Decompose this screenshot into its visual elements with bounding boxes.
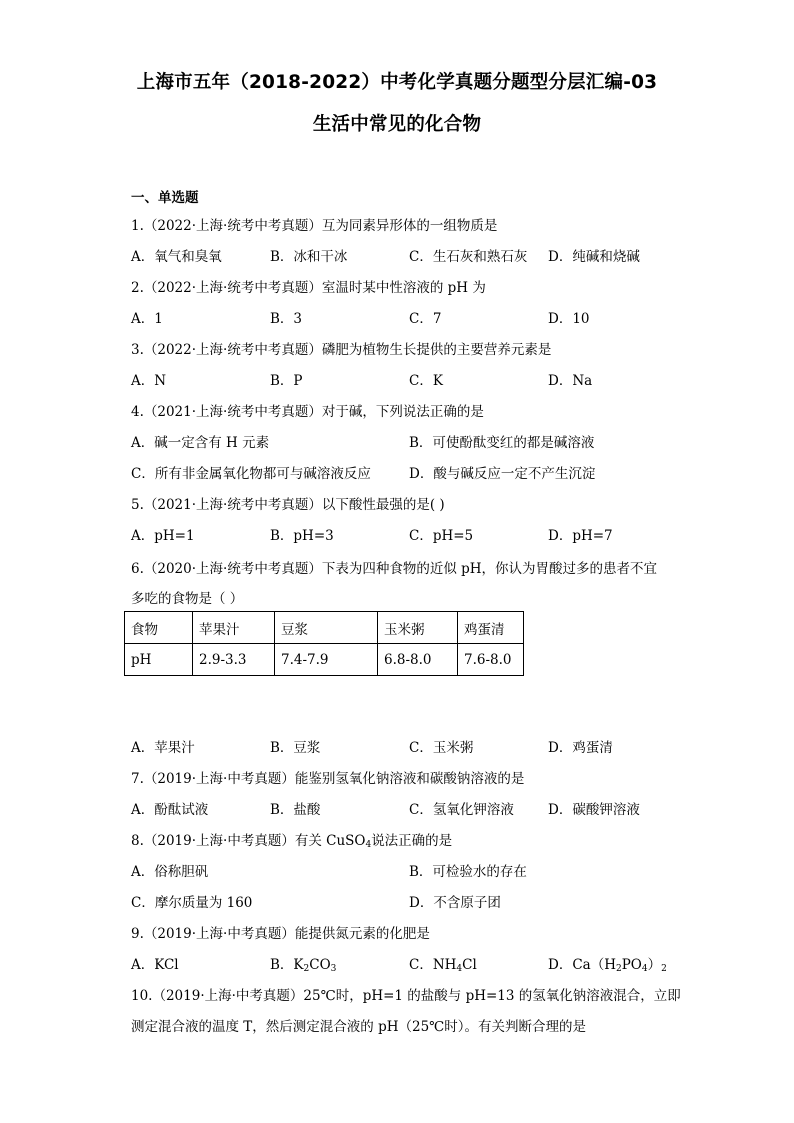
question-1-option-c: C．生石灰和熟石灰 bbox=[409, 249, 528, 265]
question-6-option-d: D．鸡蛋清 bbox=[548, 740, 613, 756]
question-6-option-b: B．豆浆 bbox=[270, 740, 321, 756]
question-3-option-a: A．N bbox=[131, 373, 167, 389]
question-2-option-d: D．10 bbox=[548, 311, 590, 327]
stem-text: 说法正确的是 bbox=[371, 833, 453, 849]
question-8-option-a: A．俗称胆矾 bbox=[131, 864, 209, 880]
subscript: 4 bbox=[365, 840, 372, 850]
question-7-option-c: C．氢氧化钾溶液 bbox=[409, 802, 514, 818]
table-cell: 6.8-8.0 bbox=[378, 644, 458, 676]
question-9-stem: 9.（2019·上海·中考真题）能提供氮元素的化肥是 bbox=[131, 926, 430, 942]
question-9-option-a: A．KCl bbox=[131, 957, 179, 973]
question-1-stem: 1.（2022·上海·统考中考真题）互为同素异形体的一组物质是 bbox=[131, 218, 498, 234]
question-7-option-b: B．盐酸 bbox=[270, 802, 321, 818]
question-2-option-b: B．3 bbox=[270, 311, 303, 327]
stem-text: 8.（2019·上海·中考真题）有关 CuSO bbox=[131, 833, 366, 849]
question-3-option-d: D．Na bbox=[548, 373, 593, 389]
question-9-option-b bbox=[270, 953, 336, 973]
table-cell: 苹果汁 bbox=[193, 612, 275, 644]
question-5-option-d: D．pH=7 bbox=[548, 528, 613, 544]
question-10-stem-line2: 测定混合液的温度 T，然后测定混合液的 pH（25℃时）。有关判断合理的是 bbox=[131, 1019, 587, 1035]
option-text: D．Ca（H bbox=[548, 957, 616, 973]
question-3-option-c: C．K bbox=[409, 373, 443, 389]
subscript: 3 bbox=[330, 964, 337, 974]
question-8-option-b: B．可检验水的存在 bbox=[409, 864, 527, 880]
question-4-stem: 4.（2021·上海·统考中考真题）对于碱，下列说法正确的是 bbox=[131, 404, 484, 420]
question-5-option-c: C．pH=5 bbox=[409, 528, 474, 544]
subscript: 2 bbox=[661, 964, 667, 974]
table-cell: 7.4-7.9 bbox=[275, 644, 378, 676]
question-4-option-d: D．酸与碱反应一定不产生沉淀 bbox=[409, 466, 596, 482]
question-1-option-b: B．冰和干冰 bbox=[270, 249, 348, 265]
question-4-option-b: B．可使酚酞变红的都是碱溶液 bbox=[409, 435, 595, 451]
table-cell: 豆浆 bbox=[275, 612, 378, 644]
question-1-option-d: D．纯碱和烧碱 bbox=[548, 249, 640, 265]
table-cell: 2.9-3.3 bbox=[193, 644, 275, 676]
subscript: 2 bbox=[303, 964, 310, 974]
option-text: PO bbox=[621, 957, 642, 973]
question-1-option-a: A．氧气和臭氧 bbox=[131, 249, 222, 265]
food-ph-table bbox=[124, 611, 524, 676]
question-8-stem bbox=[131, 829, 452, 849]
question-9-option-d bbox=[548, 953, 667, 973]
question-2-option-a: A．1 bbox=[131, 311, 163, 327]
section-heading: 一、单选题 bbox=[131, 190, 199, 206]
option-text: Cl bbox=[462, 957, 477, 973]
table-cell: 食物 bbox=[125, 612, 193, 644]
question-7-stem: 7.（2019·上海·中考真题）能鉴别氢氧化钠溶液和碳酸钠溶液的是 bbox=[131, 771, 525, 787]
question-5-option-b: B．pH=3 bbox=[270, 528, 334, 544]
document-title-line1: 上海市五年（2018-2022）中考化学真题分题型分层汇编-03 bbox=[136, 72, 658, 93]
table-cell: 7.6-8.0 bbox=[458, 644, 524, 676]
table-cell: 玉米粥 bbox=[378, 612, 458, 644]
question-10-stem-line1: 10.（2019·上海·中考真题）25℃时，pH=1 的盐酸与 pH=13 的氢氧化钠溶液混合，立即 bbox=[131, 988, 681, 1004]
question-5-stem: 5.（2021·上海·统考中考真题）以下酸性最强的是( ) bbox=[131, 497, 445, 513]
document-title-line2: 生活中常见的化合物 bbox=[312, 114, 482, 135]
question-6-stem-line2: 多吃的食物是（ ） bbox=[131, 591, 244, 607]
option-text: B．K bbox=[270, 957, 304, 973]
question-3-option-b: B．P bbox=[270, 373, 303, 389]
question-2-stem: 2.（2022·上海·统考中考真题）室温时某中性溶液的 pH 为 bbox=[131, 280, 486, 296]
question-5-option-a: A．pH=1 bbox=[131, 528, 195, 544]
subscript: 4 bbox=[641, 964, 648, 974]
option-text: C．NH bbox=[409, 957, 457, 973]
table-header-row bbox=[125, 612, 524, 644]
option-text: ） bbox=[647, 957, 662, 973]
question-9-option-c bbox=[409, 953, 477, 973]
question-8-option-c: C．摩尔质量为 160 bbox=[131, 895, 253, 911]
question-7-option-a: A．酚酞试液 bbox=[131, 802, 209, 818]
question-3-stem: 3.（2022·上海·统考中考真题）磷肥为植物生长提供的主要营养元素是 bbox=[131, 342, 552, 358]
question-4-option-c: C．所有非金属氧化物都可与碱溶液反应 bbox=[131, 466, 371, 482]
subscript: 4 bbox=[456, 964, 463, 974]
question-8-option-d: D．不含原子团 bbox=[409, 895, 501, 911]
subscript: 2 bbox=[615, 964, 622, 974]
table-row bbox=[125, 644, 524, 676]
question-6-stem-line1: 6.（2020·上海·统考中考真题）下表为四种食物的近似 pH，你认为胃酸过多的患者不宜 bbox=[131, 561, 658, 577]
question-6-option-c: C．玉米粥 bbox=[409, 740, 474, 756]
option-text: CO bbox=[309, 957, 331, 973]
question-6-option-a: A．苹果汁 bbox=[131, 740, 195, 756]
question-4-option-a: A．碱一定含有 H 元素 bbox=[131, 435, 270, 451]
question-7-option-d: D．碳酸钾溶液 bbox=[548, 802, 640, 818]
table-cell: 鸡蛋清 bbox=[458, 612, 524, 644]
question-2-option-c: C．7 bbox=[409, 311, 442, 327]
table-cell: pH bbox=[125, 644, 193, 676]
